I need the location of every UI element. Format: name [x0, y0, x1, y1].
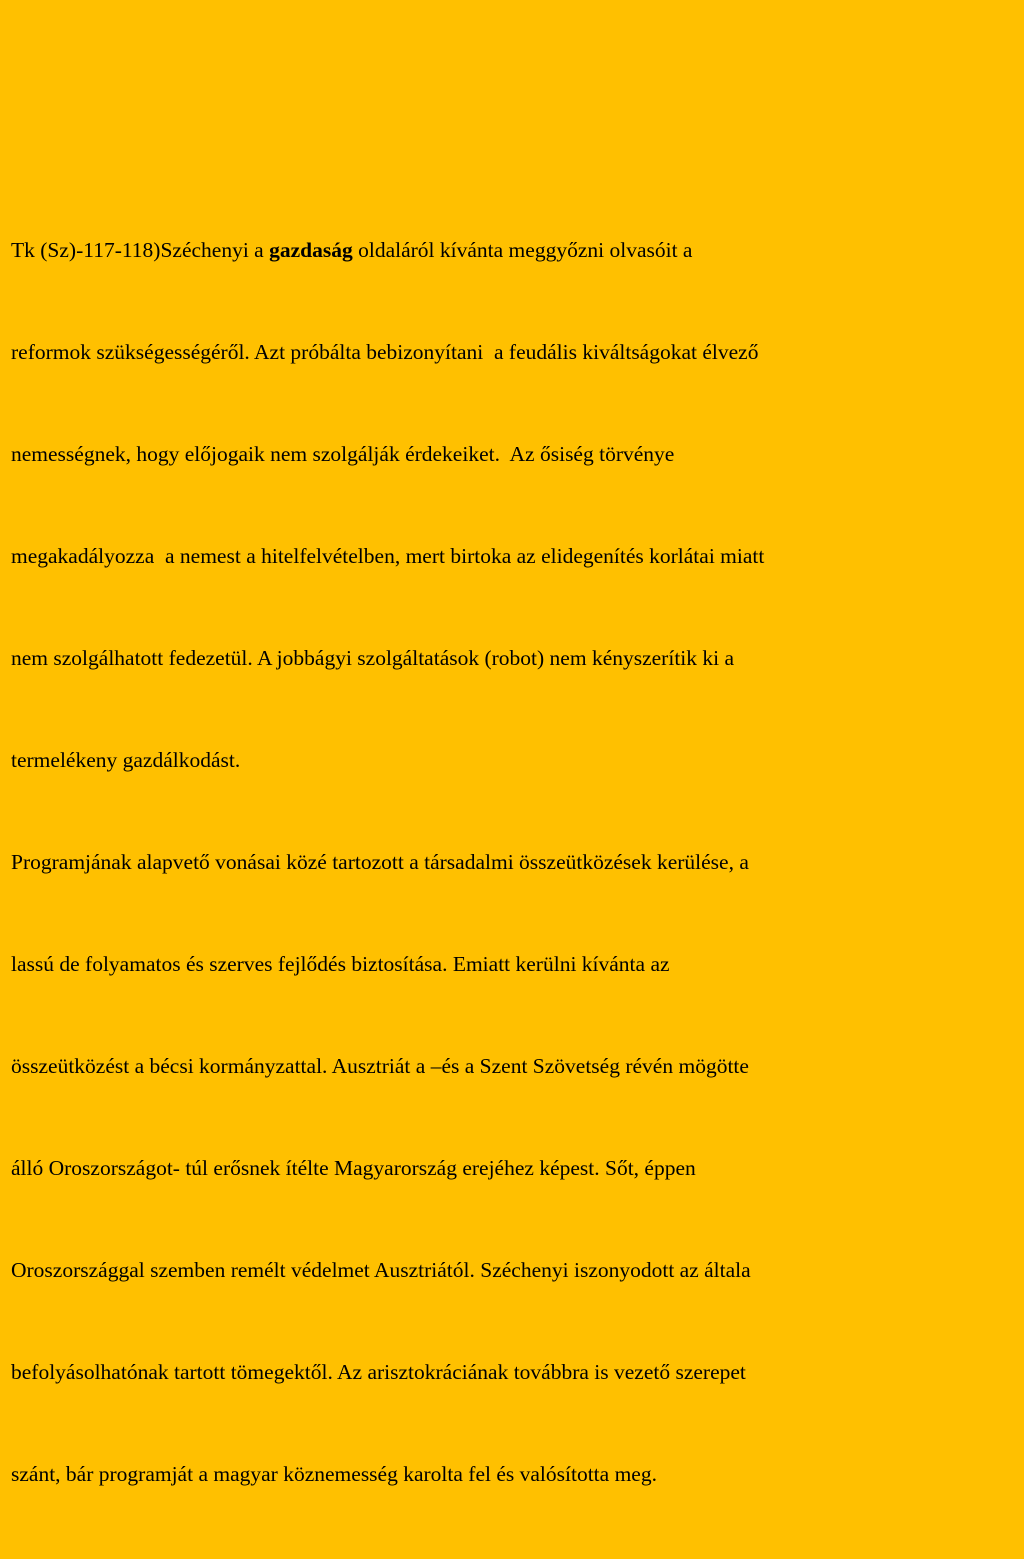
text-line-3: nemességnek, hogy előjogaik nem szolgálják érdekeiket. Az ősiség törvénye	[11, 442, 675, 466]
slide-text	[11, 165, 1011, 1559]
text-line-11: Oroszországgal szemben remélt védelmet Ausztriától. Széchenyi iszonyodott az általa	[11, 1258, 751, 1282]
bold-keyword: gazdaság	[269, 238, 353, 262]
text-line-8: lassú de folyamatos és szerves fejlődés biztosítása. Emiatt kerülni kívánta az	[11, 952, 670, 976]
text-line-7: Programjának alapvető vonásai közé tartozott a társadalmi összeütközések kerülése, a	[11, 850, 749, 874]
text-line-6: termelékeny gazdálkodást.	[11, 748, 241, 772]
text-line-9: összeütközést a bécsi kormányzattal. Ausztriát a –és a Szent Szövetség révén mögötte	[11, 1054, 749, 1078]
text-line-13: szánt, bár programját a magyar köznemesség karolta fel és valósította meg.	[11, 1462, 657, 1486]
text-line-4: megakadályozza a nemest a hitelfelvételben, mert birtoka az elidegenítés korlátai miatt	[11, 544, 765, 568]
text-line-1-end: oldaláról kívánta meggyőzni olvasóit a	[352, 238, 693, 262]
text-line-2: reformok szükségességéről. Azt próbálta bebizonyítani a feudális kiváltságokat élvező	[11, 340, 759, 364]
text-line-1-start: Tk (Sz)-117-118)Széchenyi a	[11, 238, 270, 262]
text-line-12: befolyásolhatónak tartott tömegektől. Az arisztokráciának továbbra is vezető szerepet	[11, 1360, 746, 1384]
text-line-1	[11, 233, 1011, 267]
text-line-5: nem szolgálhatott fedezetül. A jobbágyi szolgáltatások (robot) nem kényszerítik ki a	[11, 646, 735, 670]
text-line-10: álló Oroszországot- túl erősnek ítélte Magyarország erejéhez képest. Sőt, éppen	[11, 1156, 696, 1180]
